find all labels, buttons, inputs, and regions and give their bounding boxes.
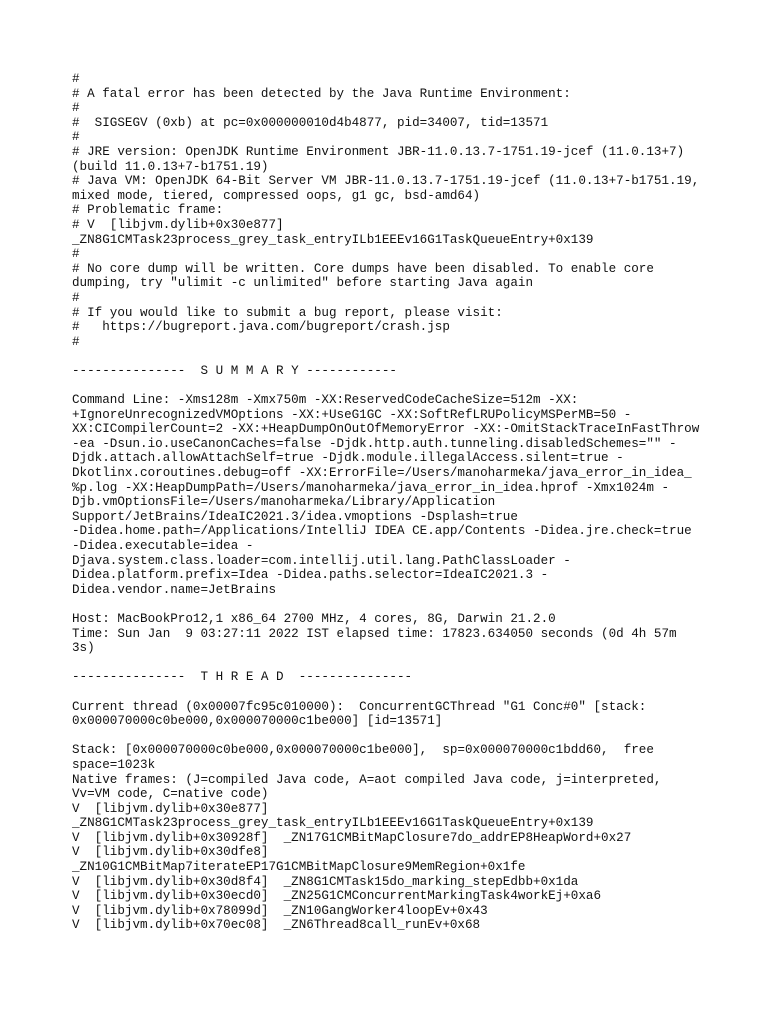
log-line: dumping, try "ulimit -c unlimited" before starting Java again — [72, 276, 534, 291]
log-line: V [libjvm.dylib+0x30dfe8] — [72, 845, 269, 860]
log-line: _ZN10G1CMBitMap7iterateEP17G1CMBitMapClosure9MemRegion+0x1fe — [72, 860, 526, 875]
log-line: # Problematic frame: — [72, 203, 224, 218]
log-line: (build 11.0.13+7-b1751.19) — [72, 159, 269, 174]
log-line: Support/JetBrains/IdeaIC2021.3/idea.vmoptions -Dsplash=true — [72, 509, 518, 524]
log-line: 3s) — [72, 641, 95, 656]
log-line: Time: Sun Jan 9 03:27:11 2022 IST elapsed time: 17823.634050 seconds (0d 4h 57m — [72, 626, 677, 641]
log-line: Current thread (0x00007fc95c010000): ConcurrentGCThread "G1 Conc#0" [stack: — [72, 699, 647, 714]
log-line: --------------- S U M M A R Y ------------ — [72, 363, 397, 378]
log-line: Djdk.attach.allowAttachSelf=true -Djdk.module.illegalAccess.silent=true - — [72, 451, 624, 466]
log-line: mixed mode, tiered, compressed oops, g1 gc, bsd-amd64) — [72, 188, 481, 203]
blank-line — [72, 597, 712, 612]
log-line: Dkotlinx.coroutines.debug=off -XX:ErrorFile=/Users/manoharmeka/java_error_in_idea_ — [72, 466, 692, 481]
log-line: Vv=VM code, C=native code) — [72, 787, 269, 802]
log-line: V [libjvm.dylib+0x70ec08] _ZN6Thread8call_runEv+0x68 — [72, 918, 481, 933]
crash-log-document — [72, 72, 712, 933]
log-line: %p.log -XX:HeapDumpPath=/Users/manoharmeka/java_error_in_idea.hprof -Xmx1024m - — [72, 480, 670, 495]
log-line: # JRE version: OpenJDK Runtime Environment JBR-11.0.13.7-1751.19-jcef (11.0.13+7) — [72, 144, 685, 159]
log-line: # SIGSEGV (0xb) at pc=0x000000010d4b4877, pid=34007, tid=13571 — [72, 115, 549, 130]
log-line: Stack: [0x000070000c0be000,0x000070000c1be000], sp=0x000070000c1bdd60, free — [72, 743, 654, 758]
log-line: # — [72, 130, 80, 145]
log-line: V [libjvm.dylib+0x30928f] _ZN17G1CMBitMapClosure7do_addrEP8HeapWord+0x27 — [72, 830, 632, 845]
log-line: Host: MacBookPro12,1 x86_64 2700 MHz, 4 cores, 8G, Darwin 21.2.0 — [72, 611, 556, 626]
log-line: Didea.vendor.name=JetBrains — [72, 582, 277, 597]
log-line: 0x000070000c0be000,0x000070000c1be000] [id=13571] — [72, 714, 443, 729]
log-line: Djava.system.class.loader=com.intellij.util.lang.PathClassLoader - — [72, 553, 571, 568]
log-line: # Java VM: OpenJDK 64-Bit Server VM JBR-11.0.13.7-1751.19-jcef (11.0.13+7-b1751.19, — [72, 174, 700, 189]
log-line: Command Line: -Xms128m -Xmx750m -XX:ReservedCodeCacheSize=512m -XX: — [72, 393, 579, 408]
log-line: # — [72, 334, 80, 349]
log-line: -ea -Dsun.io.useCanonCaches=false -Djdk.http.auth.tunneling.disabledSchemes="" - — [72, 436, 677, 451]
log-line: XX:CICompilerCount=2 -XX:+HeapDumpOnOutOfMemoryError -XX:-OmitStackTraceInFastThrow — [72, 422, 700, 437]
log-line: _ZN8G1CMTask23process_grey_task_entryILb1EEEv16G1TaskQueueEntry+0x139 — [72, 232, 594, 247]
log-line: # — [72, 72, 80, 86]
log-line: # — [72, 290, 80, 305]
log-line: V [libjvm.dylib+0x78099d] _ZN10GangWorker4loopEv+0x43 — [72, 903, 488, 918]
log-line: --------------- T H R E A D --------------- — [72, 670, 413, 685]
blank-line — [72, 729, 712, 744]
log-line: # No core dump will be written. Core dumps have been disabled. To enable core — [72, 261, 654, 276]
log-line: space=1023k — [72, 757, 156, 772]
log-line: # A fatal error has been detected by the Java Runtime Environment: — [72, 86, 571, 101]
log-line: _ZN8G1CMTask23process_grey_task_entryILb1EEEv16G1TaskQueueEntry+0x139 — [72, 816, 594, 831]
log-line: # V [libjvm.dylib+0x30e877] — [72, 217, 284, 232]
log-line: V [libjvm.dylib+0x30ecd0] _ZN25G1CMConcurrentMarkingTask4workEj+0xa6 — [72, 889, 602, 904]
blank-line — [72, 685, 712, 700]
log-line: V [libjvm.dylib+0x30e877] — [72, 801, 269, 816]
log-line: +IgnoreUnrecognizedVMOptions -XX:+UseG1GC -XX:SoftRefLRUPolicyMSPerMB=50 - — [72, 407, 632, 422]
blank-line — [72, 349, 712, 364]
log-line: -Didea.executable=idea - — [72, 539, 254, 553]
log-line: Native frames: (J=compiled Java code, A=aot compiled Java code, j=interpreted, — [72, 772, 662, 787]
log-line: # — [72, 247, 80, 262]
blank-line — [72, 378, 712, 393]
log-line: V [libjvm.dylib+0x30d8f4] _ZN8G1CMTask15do_marking_stepEdbb+0x1da — [72, 874, 579, 889]
blank-line — [72, 656, 712, 671]
log-line: # If you would like to submit a bug report, please visit: — [72, 305, 503, 320]
log-line: Didea.platform.prefix=Idea -Didea.paths.selector=IdeaIC2021.3 - — [72, 568, 549, 583]
log-line: # — [72, 101, 80, 116]
log-line: Djb.vmOptionsFile=/Users/manoharmeka/Library/Application — [72, 495, 496, 510]
log-line: -Didea.home.path=/Applications/IntelliJ IDEA CE.app/Contents -Didea.jre.check=true — [72, 524, 692, 539]
log-line: # https://bugreport.java.com/bugreport/crash.jsp — [72, 320, 450, 335]
